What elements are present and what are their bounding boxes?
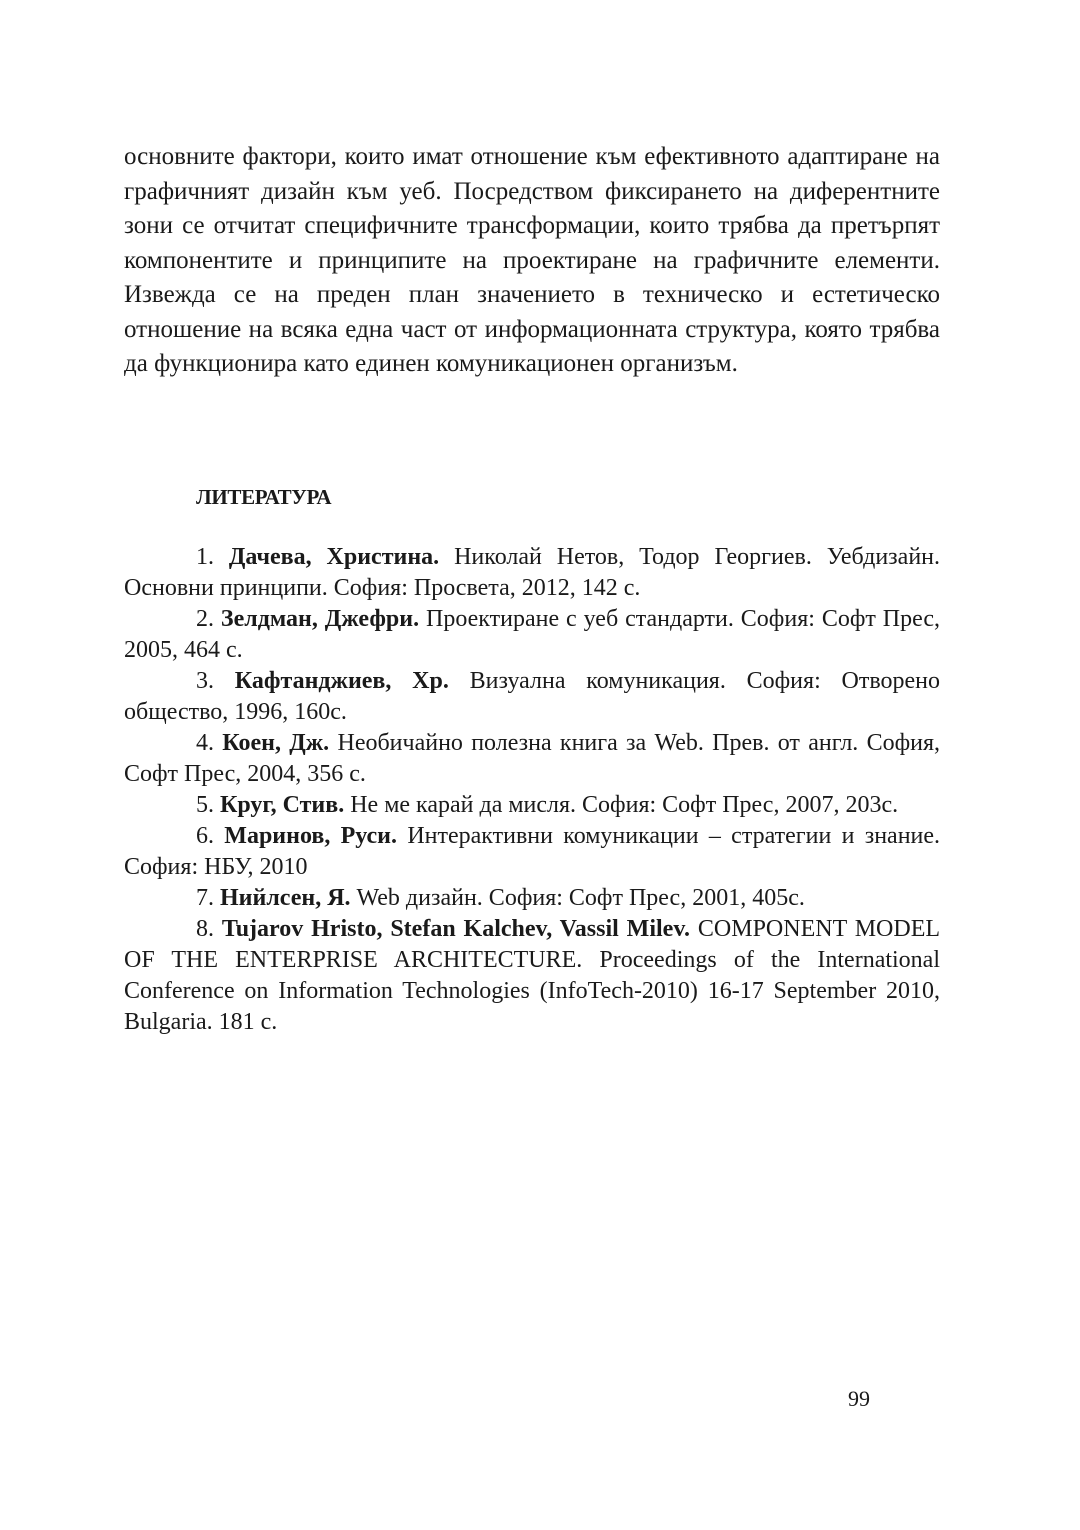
reference-text: Web дизайн. София: Софт Прес, 2001, 405с. xyxy=(356,885,805,911)
reference-authors: Зелдман, Джефри. xyxy=(220,606,420,632)
reference-text: Николай Нетов, Тодор Георгиев. Уебдизайн. Основни принципи. София: Просвета, 2012, 142 с. xyxy=(124,544,941,601)
reference-authors: Маринов, Руси. xyxy=(224,823,398,849)
reference-text: Не ме карай да мисля. София: Софт Прес, 2007, 203с. xyxy=(350,792,899,818)
page-number: 99 xyxy=(848,1386,870,1411)
reference-item xyxy=(124,542,940,604)
section-heading-literature: ЛИТЕРАТУРА xyxy=(196,485,332,509)
reference-number: 3. xyxy=(196,668,214,694)
reference-authors: Коен, Дж. xyxy=(222,730,330,756)
reference-text: COMPONENT MODEL OF THE ENTERPRISE ARCHITECTURE. Proceedings of the International Conference on Information Technologies (InfoTech-2010) 16-17 September 2010, Bulgaria. 181 с. xyxy=(124,916,941,1035)
reference-number: 5. xyxy=(196,792,214,818)
reference-number: 1. xyxy=(196,544,214,570)
reference-authors: Нийлсен, Я. xyxy=(220,885,351,911)
reference-text: Необичайно полезна книга за Web. Прев. от англ. София, Софт Прес, 2004, 356 с. xyxy=(124,730,941,787)
reference-authors: Дачева, Христина. xyxy=(228,544,440,570)
reference-item xyxy=(124,883,940,914)
reference-item xyxy=(124,604,940,666)
reference-text: Визуална комуникация. София: Отворено общество, 1996, 160с. xyxy=(124,668,941,725)
document-page xyxy=(124,0,940,1530)
reference-item xyxy=(124,821,940,883)
reference-number: 2. xyxy=(196,606,214,632)
reference-number: 7. xyxy=(196,885,214,911)
reference-item xyxy=(124,666,940,728)
reference-text: Интерактивни комуникации – стратегии и знание. София: НБУ, 2010 xyxy=(124,823,941,880)
body-paragraph: основните фактори, които имат отношение към ефективното адаптиране на графичният дизайн към уеб. Посредством фиксирането на диферентните зони се отчитат специфичните трансформации, които трябва да претърпят компонентите и принципите на проектиране на графичните елементи. Извежда се на преден план значението в техническо и естетическо отношение на всяка една част от информационната структура, която трябва да функционира като единен комуникационен организъм. xyxy=(124,143,940,377)
reference-authors: Круг, Стив. xyxy=(220,792,345,818)
reference-list xyxy=(124,542,940,1038)
reference-number: 4. xyxy=(196,730,214,756)
reference-item xyxy=(124,728,940,790)
reference-item xyxy=(124,914,940,1038)
reference-number: 8. xyxy=(196,916,214,942)
reference-text: Проектиране с уеб стандарти. София: Софт Прес, 2005, 464 с. xyxy=(124,606,941,663)
reference-authors: Кафтанджиев, Хр. xyxy=(234,668,449,694)
reference-authors: Tujarov Hristo, Stefan Kalchev, Vassil Milev. xyxy=(221,916,691,942)
reference-number: 6. xyxy=(196,823,214,849)
reference-item xyxy=(124,790,940,821)
